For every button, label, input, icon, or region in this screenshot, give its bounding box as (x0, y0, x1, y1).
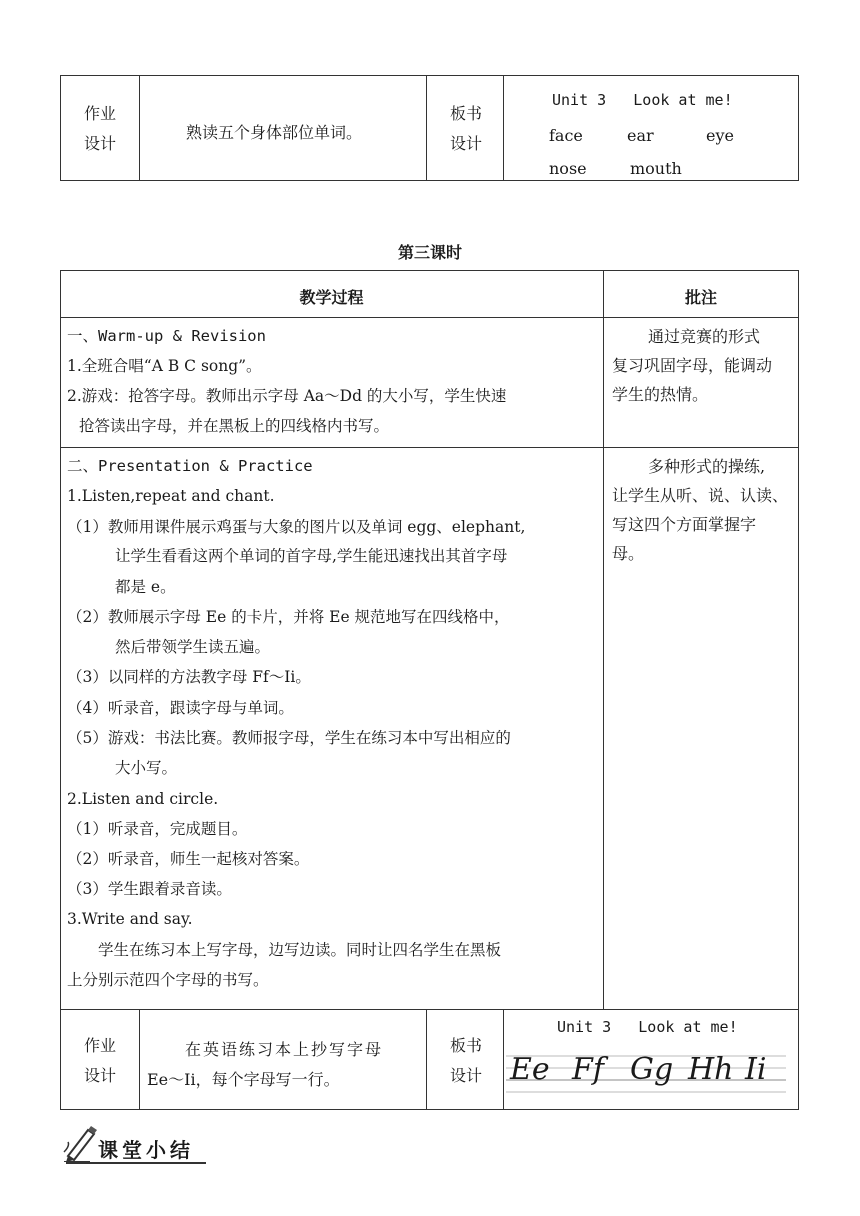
process-line: （1）教师用课件展示鸡蛋与大象的图片以及单词 egg、elephant, (67, 518, 526, 536)
board-title: Unit 3 Look at me! (557, 1018, 738, 1036)
board-label: 板书 设计 (449, 104, 482, 153)
board-letter: Gg (630, 1052, 674, 1087)
homework-text: 在英语练习本上抄写字母 Ee～Ii，每个字母写一行。 (147, 1040, 384, 1089)
board-letter: Ee (510, 1052, 550, 1087)
process-line: 然后带领学生读五遍。 (115, 638, 271, 656)
process-line: （1）听录音，完成题目。 (67, 820, 248, 838)
process-line: （2）教师展示字母 Ee 的卡片，并将 Ee 规范地写在四线格中， (67, 608, 510, 626)
process-line: 上分别示范四个字母的书写。 (67, 971, 269, 989)
header-notes: 批注 (684, 288, 717, 307)
homework-label: 作业 设计 (83, 1036, 116, 1085)
process-line: 2.Listen and circle. (67, 790, 219, 808)
header-teaching-process: 教学过程 (299, 288, 364, 307)
process-line: 2.游戏：抢答字母。教师出示字母 Aa～Dd 的大小写，学生快速 (67, 387, 507, 405)
process-line: （5）游戏：书法比赛。教师报字母，学生在练习本中写出相应的 (67, 729, 511, 747)
section-heading: 二、Presentation & Practice (67, 457, 313, 475)
note-text: 通过竞赛的形式 复习巩固字母，能调动 学生的热情。 (612, 327, 773, 404)
board-word: ear (627, 126, 654, 145)
process-line: （4）听录音，跟读字母与单词。 (67, 699, 294, 717)
summary-label: 课堂小结 (98, 1138, 194, 1162)
board-letter: Hh (688, 1052, 734, 1087)
process-line: （3）学生跟着录音读。 (67, 880, 232, 898)
process-line: 抢答读出字母，并在黑板上的四线格内书写。 (79, 417, 390, 435)
pencil-icon (62, 1124, 98, 1162)
process-line: 1.Listen,repeat and chant. (67, 487, 275, 505)
homework-label: 作业 设计 (83, 104, 116, 153)
lesson-title: 第三课时 (397, 243, 462, 262)
process-line: （2）听录音，师生一起核对答案。 (67, 850, 310, 868)
homework-text: 熟读五个身体部位单词。 (186, 123, 363, 142)
process-line: 让学生看看这两个单词的首字母,学生能迅速找出其首字母 (115, 547, 508, 565)
board-word: face (549, 126, 583, 145)
board-title: Unit 3 Look at me! (552, 91, 733, 109)
process-line: 都是 e。 (115, 578, 176, 596)
process-line: 学生在练习本上写字母，边写边读。同时让四名学生在黑板 (98, 941, 502, 959)
section-heading: 一、Warm-up & Revision (67, 327, 266, 345)
board-word: nose (549, 159, 587, 178)
process-line: （3）以同样的方法教字母 Ff～Ii。 (67, 668, 311, 686)
board-word: eye (706, 126, 734, 145)
note-text: 多种形式的操练, 让学生从听、说、认读、 写这四个方面掌握字 母。 (612, 457, 789, 563)
board-label: 板书 设计 (449, 1036, 482, 1085)
board-letter: Ff (572, 1052, 604, 1087)
process-line: 3.Write and say. (67, 910, 193, 928)
process-line: 大小写。 (115, 759, 178, 777)
process-line: 1.全班合唱“A B C song”。 (67, 357, 262, 375)
board-letter: Ii (745, 1052, 767, 1087)
board-word: mouth (630, 159, 682, 178)
